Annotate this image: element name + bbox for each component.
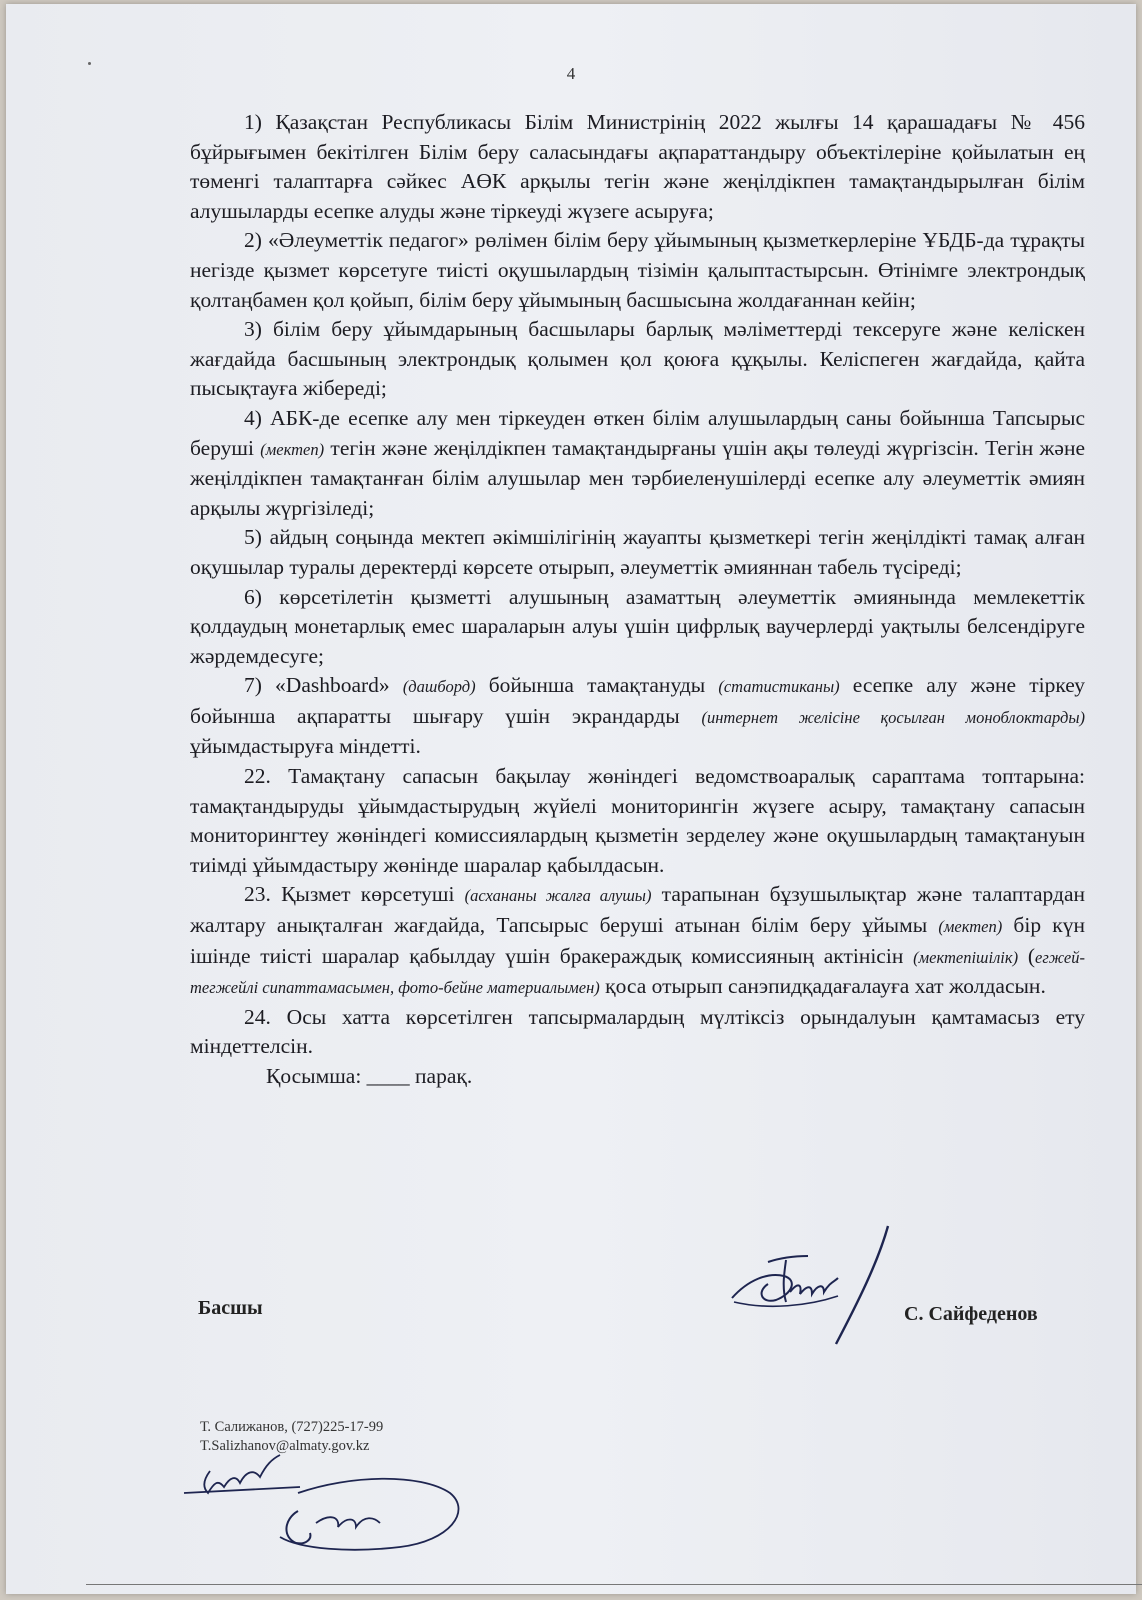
contact-email: T.Salizhanov@almaty.gov.kz [200,1438,370,1454]
contact-name-phone: Т. Салижанов, (727)225-17-99 [200,1419,384,1435]
paragraph-23: 23. Қызмет көрсетуші (асхананы жалға алушы) тарапынан бұзушылықтар және талаптардан жалтару анықталған жағдайда, Тапсырыс беруші атынан білім беру ұйымы (мектеп) бір күн ішінде тиісті шаралар қабылдау үшін бракераждық комиссияның актінісін (мектепішілік) (егжей-тегжейлі сипаттамасымен, фото-бейне материалымен) қоса отырып санэпидқадағалауға хат жолдасын. [190,882,1085,999]
page-number: 4 [566,64,576,83]
attachment-line: Қосымша: ____ парақ. [266,1064,473,1088]
signature-image [728,1222,908,1352]
approval-initials-image [180,1453,480,1563]
paragraph-6: 6) көрсетілетін қызметті алушының азаматтың әлеуметтік әмиянында мемлекеттік қолдаудың монетарлық емес шараларын алуы үшін цифрлық ваучерлерді уақтылы белсендіруге жәрдемдесуге; [190,584,1085,668]
paragraph-3: 3) білім беру ұйымдарының басшылары барлық мәліметтерді тексеруге және келіскен жағдайда басшының электрондық қолымен қол қоюға құқылы. Келіспеген жағдайда, қайта пысықтауға жібереді; [190,317,1085,401]
paragraph-1: 1) Қазақстан Республикасы Білім Министрінің 2022 жылғы 14 қарашадағы № 456 бұйрығымен бекітілген Білім беру саласындағы ақпараттандыру объектілеріне қойылатын ең төменгі талаптарға сәйкес АӨК арқылы тегін және жеңілдікпен тамақтандырылған білім алушыларды есепке алуды және тіркеуді жүзеге асыруға; [190,110,1085,223]
paragraph-24: 24. Осы хатта көрсетілген тапсырмалардың мүлтіксіз орындалуын қамтамасыз ету міндеттелсін. [190,1004,1085,1059]
bottom-rule [86,1584,1142,1585]
paragraph-2: 2) «Әлеуметтік педагог» рөлімен білім беру ұйымының қызметкерлеріне ҰБДБ-да тұрақты негізде қызмет көрсетуге тиісті оқушылардың тізімін қалыптастырсын. Өтінімге электрондық қолтаңбамен қол қойып, білім беру ұйымының басшысына жолдағаннан кейін; [190,228,1085,312]
contact-info [200,1418,383,1456]
paragraph-5: 5) айдың соңында мектеп әкімшілігінің жауапты қызметкері тегін жеңілдікті тамақ алған оқушылар туралы деректерді көрсете отырып, әлеуметтік әмияннан табель түсіреді; [190,525,1085,579]
paragraph-22: 22. Тамақтану сапасын бақылау жөніндегі ведомствоаралық сараптама топтарына: тамақтандыруды ұйымдастырудың жүйелі мониторингін жүзеге асыру, тамақтану сапасын мониторингтеу жөніндегі комиссиялардың қызметін зерделеу және оқушылардың тамақтануын тиімді ұйымдастыру жөнінде шаралар қабылдасын. [190,764,1085,877]
paragraph-4: 4) АБК-де есепке алу мен тіркеуден өткен білім алушылардың саны бойынша Тапсырыс беруші (мектеп) тегін және жеңілдікпен тамақтандырғаны үшін ақы төлеуді жүргізсін. Тегін және жеңілдікпен тамақтанған білім алушылар мен тәрбиеленушілерді есепке алу әлеуметтік әмиян арқылы жүргізіледі; [190,405,1085,520]
document-body [190,108,1085,1092]
paragraph-7: 7) «Dashboard» (дашборд) бойынша тамақтануды (статистиканы) есепке алу және тіркеу бойынша ақпаратты шығару үшін экрандарды (интернет желісіне қосылған моноблоктарды) ұйымдастыруға міндетті. [190,673,1085,759]
signatory-name: С. Сайфеденов [904,1303,1038,1325]
signatory-title: Басшы [198,1297,263,1319]
